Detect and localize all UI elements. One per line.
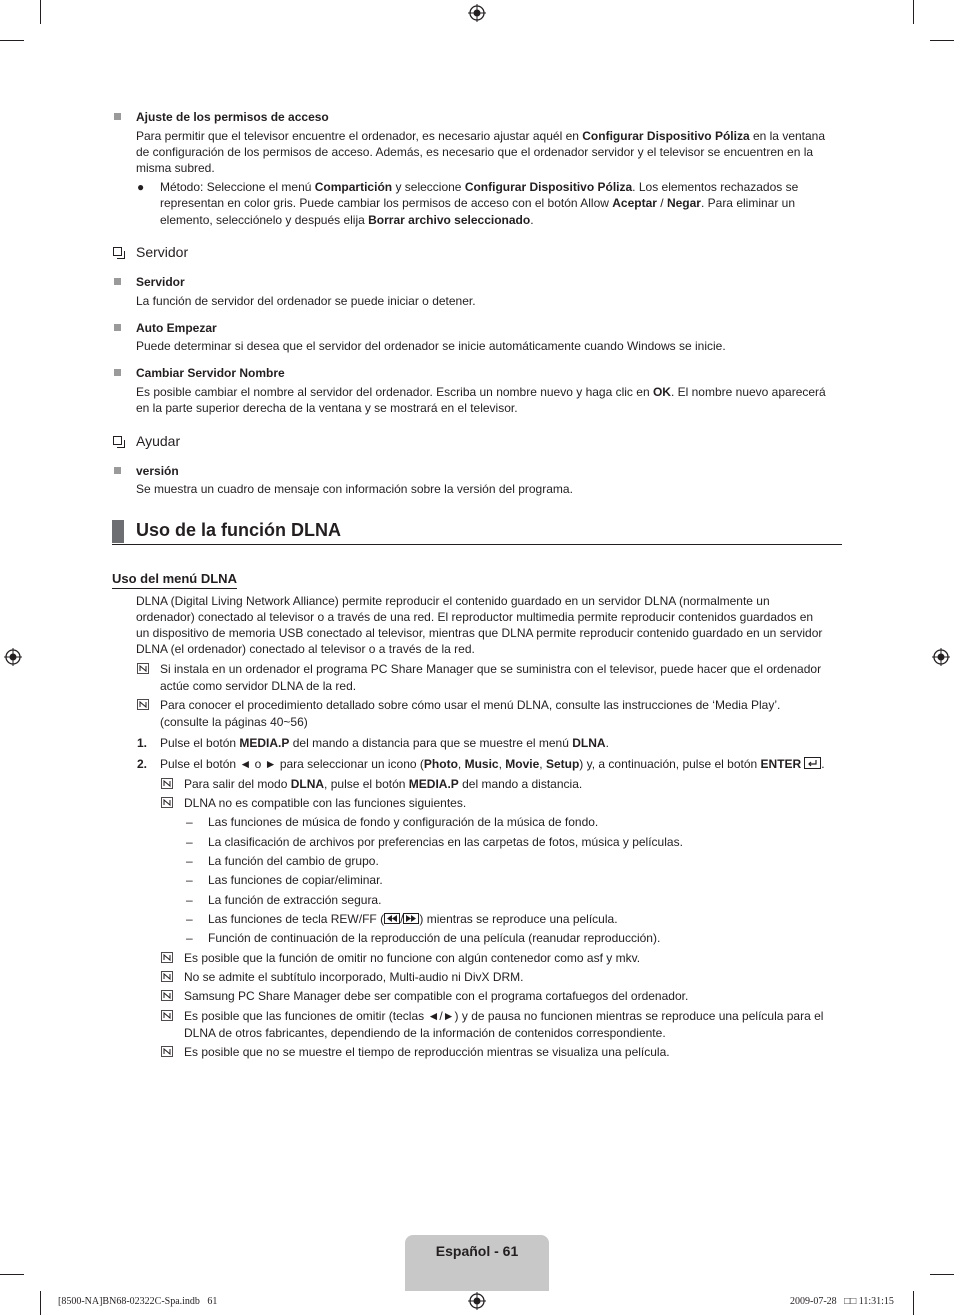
dash-bullet: – bbox=[186, 912, 193, 926]
registration-mark-icon bbox=[4, 648, 22, 666]
note-line: No se admite el subtítulo incorporado, Multi-audio ni DivX DRM. bbox=[184, 970, 524, 984]
crop-mark bbox=[40, 0, 41, 24]
item-heading: Servidor bbox=[136, 275, 185, 289]
bullet-line: Método: Seleccione el menú Compartición y seleccione Configurar Dispositivo Póliza. Los elementos rechazados se bbox=[160, 180, 799, 194]
note-line: Para salir del modo DLNA, pulse el botón MEDIA.P del mando a distancia. bbox=[184, 777, 583, 791]
dash-item: Las funciones de música de fondo y configuración de la música de fondo. bbox=[208, 815, 599, 829]
paragraph-line: un dispositivo de memoria USB conectado al televisor, mientras que DLNA permite reproducir contenido guardado en un servidor bbox=[136, 626, 823, 640]
print-timestamp: 2009-07-28 □□ 11:31:15 bbox=[790, 1296, 894, 1307]
note-line: actúe como servidor DLNA de la red. bbox=[160, 679, 357, 693]
dash-item: La función de extracción segura. bbox=[208, 893, 382, 907]
checkbox-bullet bbox=[113, 436, 122, 445]
note-line: Samsung PC Share Manager debe ser compatible con el programa cortafuegos del ordenador. bbox=[184, 989, 689, 1003]
note-icon bbox=[137, 663, 149, 674]
square-bullet bbox=[114, 369, 121, 376]
crop-mark bbox=[913, 1291, 914, 1315]
square-bullet bbox=[114, 324, 121, 331]
paragraph-line: misma subred. bbox=[136, 161, 215, 175]
section-title: Uso de la función DLNA bbox=[136, 520, 342, 540]
dash-bullet: – bbox=[186, 931, 193, 945]
note-line: DLNA de otros fabricantes, dependiendo de la información de contenidos correspondiente. bbox=[184, 1026, 666, 1040]
dash-item: Las funciones de tecla REW/FF ( / ) mientras se reproduce una película. bbox=[208, 912, 618, 926]
dash-bullet: – bbox=[186, 815, 193, 829]
square-bullet bbox=[114, 113, 121, 120]
item-heading: Cambiar Servidor Nombre bbox=[136, 366, 285, 380]
note-icon bbox=[161, 1046, 173, 1057]
item-text: Es posible cambiar el nombre al servidor del ordenador. Escriba un nombre nuevo y haga clic en OK. El nombre nuevo aparecerá bbox=[136, 385, 826, 399]
dash-item: Función de continuación de la reproducción de una película (reanudar reproducción). bbox=[208, 931, 661, 945]
dash-item: La función del cambio de grupo. bbox=[208, 854, 379, 868]
note-icon bbox=[161, 990, 173, 1001]
paragraph-line: DLNA (el ordenador) conectado al televisor o a través de la red. bbox=[136, 642, 475, 656]
dash-item: Las funciones de copiar/eliminar. bbox=[208, 873, 383, 887]
page-number: Español - 61 bbox=[435, 1243, 519, 1259]
subsection-title: Uso del menú DLNA bbox=[112, 570, 237, 589]
note-icon bbox=[137, 699, 149, 710]
paragraph-line: Para permitir que el televisor encuentre el ordenador, es necesario ajustar aquél en Configurar Dispositivo Póliza en la ventana bbox=[136, 129, 826, 143]
print-file-info: [8500-NA]BN68-02322C-Spa.indb 61 bbox=[58, 1296, 218, 1307]
dash-item: La clasificación de archivos por preferencias en las carpetas de fotos, música y películas. bbox=[208, 835, 683, 849]
note-line: Para conocer el procedimiento detallado sobre cómo usar el menú DLNA, consulte las instrucciones de ‘Media Play’. bbox=[160, 698, 781, 712]
step-number: 1. bbox=[137, 736, 148, 750]
crop-mark bbox=[930, 40, 954, 41]
item-text: Se muestra un cuadro de mensaje con información sobre la versión del programa. bbox=[136, 482, 573, 496]
rewind-icon bbox=[384, 913, 400, 924]
checkbox-bullet bbox=[113, 247, 122, 256]
paragraph-line: ordenador) conectado al televisor o a través de una red. El reproductor multimedia permite reproducir contenidos guardados en bbox=[136, 610, 814, 624]
crop-mark bbox=[930, 1274, 954, 1275]
crop-mark bbox=[0, 40, 24, 41]
enter-icon bbox=[804, 757, 821, 769]
note-icon bbox=[161, 952, 173, 963]
note-icon bbox=[161, 971, 173, 982]
item-heading: Ajuste de los permisos de acceso bbox=[136, 110, 329, 124]
subheading-servidor: Servidor bbox=[136, 244, 189, 260]
crop-mark bbox=[0, 1274, 24, 1275]
item-heading: versión bbox=[136, 464, 179, 478]
square-bullet bbox=[114, 278, 121, 285]
note-icon bbox=[161, 797, 173, 808]
dash-bullet: – bbox=[186, 893, 193, 907]
bullet-line: representan en color gris. Puede cambiar los permisos de acceso con el botón Allow Aceptar / Negar. Para eliminar un bbox=[160, 196, 796, 210]
square-bullet bbox=[114, 467, 121, 474]
item-heading: Auto Empezar bbox=[136, 321, 217, 335]
registration-mark-icon bbox=[468, 1292, 486, 1310]
step-number: 2. bbox=[137, 757, 148, 771]
note-line: Si instala en un ordenador el programa PC Share Manager que se suministra con el televisor, puede hacer que el ordenador bbox=[160, 662, 822, 676]
item-text: La función de servidor del ordenador se puede iniciar o detener. bbox=[136, 294, 476, 308]
step-text: Pulse el botón ◄ o ► para seleccionar un icono (Photo, Music, Movie, Setup) y, a continuación, pulse el botón ENTER . bbox=[160, 757, 825, 771]
section-rule bbox=[112, 544, 842, 545]
dash-bullet: – bbox=[186, 835, 193, 849]
section-bar bbox=[112, 520, 124, 543]
paragraph-line: DLNA (Digital Living Network Alliance) permite reproducir el contenido guardado en un servidor DLNA (normalmente un bbox=[136, 594, 770, 608]
note-icon bbox=[161, 1010, 173, 1021]
item-text: Puede determinar si desea que el servidor del ordenador se inicie automáticamente cuando Windows se inicie. bbox=[136, 339, 726, 353]
dash-bullet: – bbox=[186, 873, 193, 887]
note-line: Es posible que no se muestre el tiempo de reproducción mientras se visualiza una película. bbox=[184, 1045, 670, 1059]
crop-mark bbox=[913, 0, 914, 24]
dash-bullet: – bbox=[186, 854, 193, 868]
registration-mark-icon bbox=[932, 648, 950, 666]
note-icon bbox=[161, 778, 173, 789]
registration-mark-icon bbox=[468, 4, 486, 22]
note-line: Es posible que las funciones de omitir (teclas ◄/►) y de pausa no funcionen mientras se reproduce una película para el bbox=[184, 1009, 824, 1023]
crop-mark bbox=[40, 1291, 41, 1315]
note-line: Es posible que la función de omitir no funcione con algún contenedor como asf y mkv. bbox=[184, 951, 641, 965]
bullet-line: elemento, selecciónelo y después elija Borrar archivo seleccionado. bbox=[160, 213, 534, 227]
subheading-ayudar: Ayudar bbox=[136, 433, 181, 449]
fast-forward-icon bbox=[403, 913, 419, 924]
item-text: en la parte superior derecha de la ventana y se mostrará en el televisor. bbox=[136, 401, 518, 415]
round-bullet: ● bbox=[137, 180, 145, 194]
note-line: (consulte la páginas 40~56) bbox=[160, 715, 308, 729]
step-text: Pulse el botón MEDIA.P del mando a distancia para que se muestre el menú DLNA. bbox=[160, 736, 609, 750]
paragraph-line: de configuración de los permisos de acceso. Además, es necesario que el ordenador servidor y el televisor se encuentren en la bbox=[136, 145, 814, 159]
note-line: DLNA no es compatible con las funciones siguientes. bbox=[184, 796, 467, 810]
